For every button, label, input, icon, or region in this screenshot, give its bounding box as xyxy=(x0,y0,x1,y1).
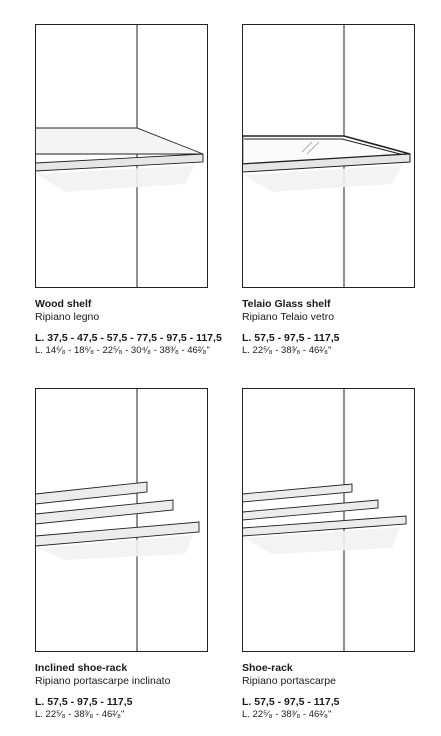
dimensions-metric: L. 37,5 - 47,5 - 57,5 - 77,5 - 97,5 - 117,5 xyxy=(35,332,222,344)
glass-shelf-illustration xyxy=(242,24,432,288)
product-title: Shoe-rack xyxy=(242,662,293,674)
dimensions-imperial: L. 22⁵⁄₈ - 38³⁄₈ - 46²⁄₈" xyxy=(242,709,332,720)
product-subtitle: Ripiano Telaio vetro xyxy=(242,311,335,323)
dimensions-imperial: L. 22⁵⁄₈ - 38³⁄₈ - 46²⁄₈" xyxy=(35,709,125,720)
dimensions-metric: L. 57,5 - 97,5 - 117,5 xyxy=(242,332,340,344)
dimensions-imperial: L. 22⁵⁄₈ - 38³⁄₈ - 46²⁄₈" xyxy=(242,345,332,356)
dimensions-metric: L. 57,5 - 97,5 - 117,5 xyxy=(35,696,133,708)
product-title: Inclined shoe-rack xyxy=(35,662,128,674)
product-title: Wood shelf xyxy=(35,298,92,310)
shoe-rack-illustration xyxy=(242,388,432,652)
inclined-shoe-rack-illustration xyxy=(35,388,225,652)
product-title: Telaio Glass shelf xyxy=(242,298,331,310)
product-subtitle: Ripiano portascarpe xyxy=(242,675,336,687)
wood-shelf-illustration xyxy=(35,24,225,288)
dimensions-metric: L. 57,5 - 97,5 - 117,5 xyxy=(242,696,340,708)
dimensions-imperial: L. 14⁶⁄₈ - 18⁶⁄₈ - 22⁵⁄₈ - 30⁴⁄₈ - 38³⁄₈ - 46²⁄₈" xyxy=(35,345,210,356)
product-subtitle: Ripiano portascarpe inclinato xyxy=(35,675,171,687)
product-subtitle: Ripiano legno xyxy=(35,311,100,323)
